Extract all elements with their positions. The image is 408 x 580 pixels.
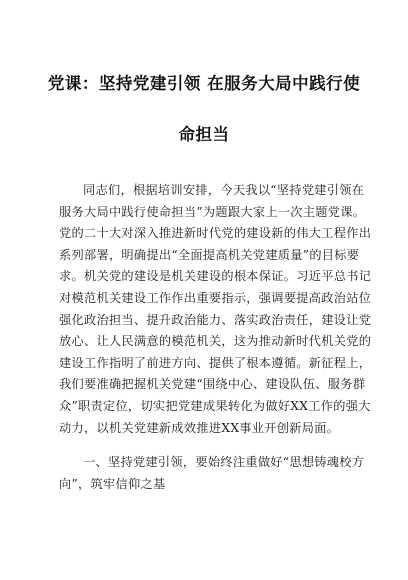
paragraph-line: 动力，以机关党建新成效推进XX事业开创新局面。 <box>59 420 340 435</box>
paragraph-line: 系列部署，明确提出“全面提高机关党建质量”的目标要 <box>59 247 360 262</box>
paragraph-line: 求。机关党的建设是机关建设的根本保证。习近平总书记 <box>59 269 372 284</box>
paragraph-line: 党的二十大对深入推进新时代党的建设新的伟大工程作出 <box>59 226 372 241</box>
section-heading-paragraph <box>59 452 365 495</box>
paragraph-line: 对模范机关建设工作作出重要指示，强调要提高政治站位 <box>59 290 372 305</box>
paragraph-line: 放心、让人民满意的模范机关，这为推动新时代机关党的 <box>59 334 372 349</box>
paragraph-line: 同志们，根据培训安排，今天我以“坚持党建引领在 <box>83 183 365 197</box>
document-title-line-2: 命担当 <box>178 125 230 144</box>
paragraph-line: 强化政治担当、提升政治能力、落实政治责任，建设让党 <box>59 312 372 327</box>
intro-paragraph <box>59 180 372 439</box>
paragraph-line: 向”，筑牢信仰之基 <box>59 476 166 491</box>
paragraph-line: 建设工作指明了前进方向、提供了根本遵循。新征程上， <box>59 355 372 370</box>
paragraph-line: 一、坚持党建引领，要始终注重做好“思想铸魂校方 <box>83 455 365 469</box>
paragraph-line: 众”职责定位，切实把党建成果转化为做好XX工作的强大 <box>59 398 371 413</box>
paragraph-line: 我们要准确把握机关党建“围绕中心、建设队伍、服务群 <box>59 377 366 392</box>
document-title-line-1: 党课：坚持党建引领 在服务大局中践行使 <box>47 74 361 93</box>
paragraph-line: 服务大局中践行使命担当”为题跟大家上一次主题党课。 <box>59 204 366 219</box>
